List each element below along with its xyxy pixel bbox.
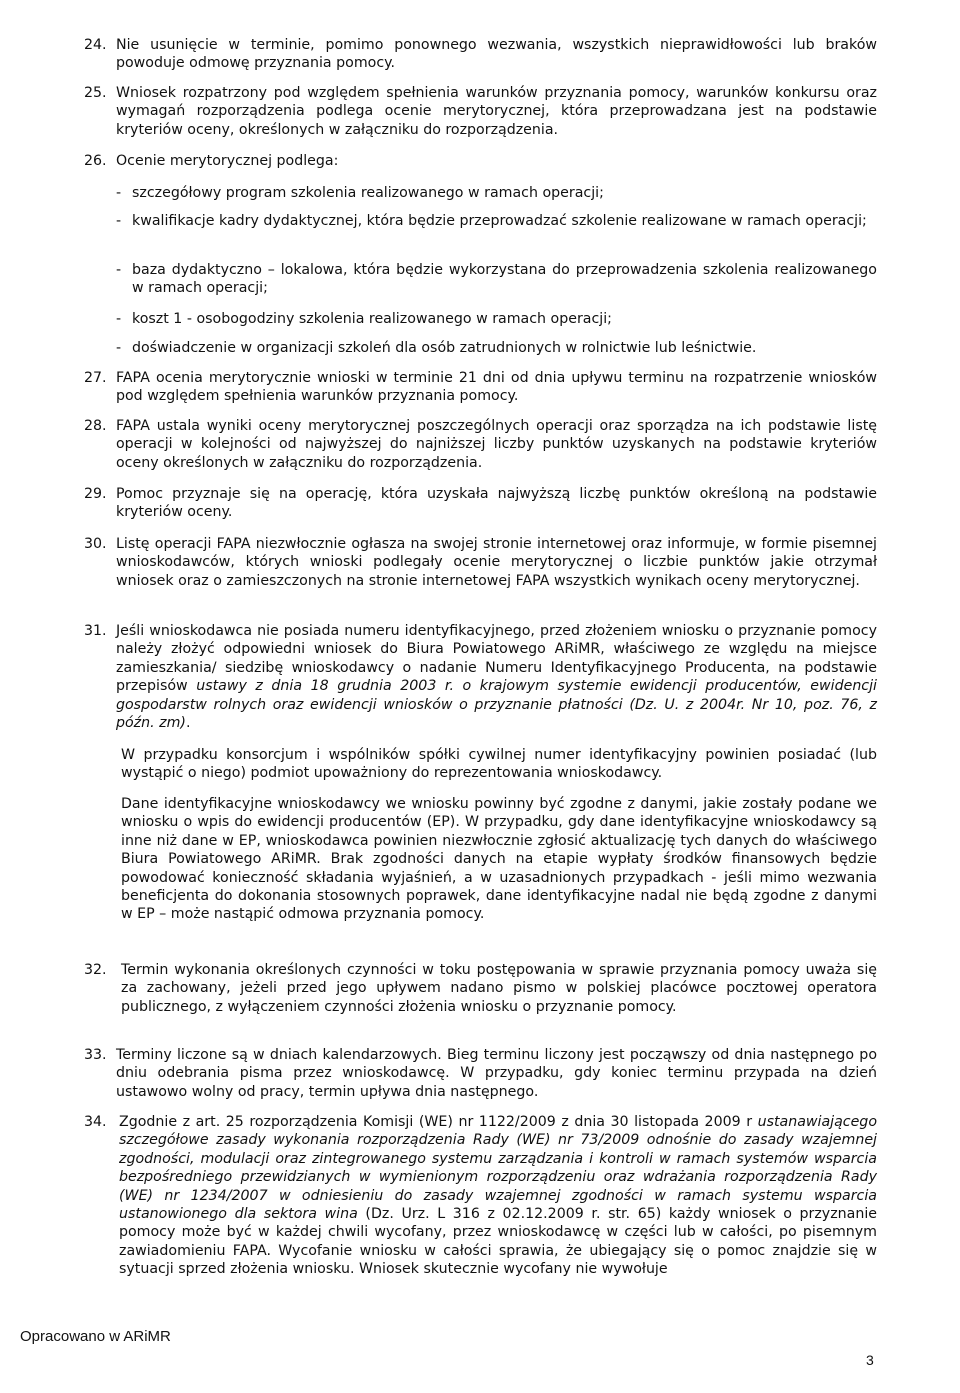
item-number: 27.: [84, 370, 107, 386]
item-text: Ocenie merytorycznej podlega:: [116, 153, 339, 169]
item-26: [84, 152, 877, 170]
item-34: [84, 1113, 877, 1279]
item-text: FAPA ustala wyniki oceny merytorycznej poszczególnych operacji oraz sporządza na ich podstawie listę operacji w kolejności od najwyższej do najniższej liczby punktów uzyskanych na podstawie kryteriów oceny określonych w załączniku do rozporządzenia.: [116, 418, 877, 471]
item-text-plain: Zgodnie z art. 25 rozporządzenia Komisji (WE) nr 1122/2009 z dnia 30 listopada 2009 r: [119, 1114, 758, 1130]
item-text: Nie usunięcie w terminie, pomimo ponownego wezwania, wszystkich nieprawidłowości lub braków powoduje odmowę przyznania pomocy.: [116, 37, 877, 72]
dash: -: [116, 213, 122, 229]
footer-source: Opracowano w ARiMR: [20, 1328, 171, 1345]
criteria-text: baza dydaktyczno – lokalowa, która będzie wykorzystana do przeprowadzenia szkolenia realizowanego w ramach operacji;: [132, 262, 877, 297]
item-text: Terminy liczone są w dniach kalendarzowych. Bieg terminu liczony jest począwszy od dnia następnego po dniu odebrania pisma przez wnioskodawcę. W przypadku, gdy koniec terminu przypada na dzień ustawowo wolny od pracy, termin upływa dnia następnego.: [116, 1047, 877, 1100]
item-text: Listę operacji FAPA niezwłocznie ogłasza na swojej stronie internetowej oraz informuje, w formie pisemnej wnioskodawców, których wnioski podlegały ocenie merytorycznej o liczbie punktów jakie otrzymał wniosek oraz o zamieszczonych na stronie internetowej FAPA wszystkich wynikach oceny merytorycznej.: [116, 536, 877, 589]
item-31: [84, 622, 877, 732]
regulation-citation: ustanawiającego szczegółowe zasady wykonania rozporządzenia Rady (WE) nr 73/2009 odnośnie do zasady wzajemnej zgodności, modulacji oraz zintegrowanego systemu zarządzania i kontroli w ramach systemów wsparcia bezpośredniego przewidzianych w wymienionym rozporządzeniu oraz wdrażania rozporządzenia Rady (WE) nr 1234/2007 w odniesieniu do zasady wzajemnej zgodności w ramach systemu wsparcia ustanowionego dla sektora wina: [119, 1114, 877, 1223]
item-29: [84, 485, 877, 522]
item-number: 31.: [84, 623, 107, 639]
criteria-item-baza: [116, 261, 877, 298]
item-text: [119, 1113, 877, 1279]
item-number: 32.: [84, 962, 107, 978]
criteria-text: doświadczenie w organizacji szkoleń dla osób zatrudnionych w rolnictwie lub leśnictwie.: [132, 340, 757, 356]
item-text-plain: (Dz. Urz. L 316 z 02.12.2009 r. str. 65) każdy wniosek o przyznanie pomocy może być w każdej chwili wycofany, przez wnioskodawcę w części lub w całości, po pisemnym zawiadomieniu FAPA. Wycofanie wniosku w całości sprawia, że ubiegający się o pomoc znajdzie się w sytuacji sprzed złożenia wniosku. Wniosek skutecznie wycofany nie wywołuje: [119, 1206, 877, 1278]
item-number: 25.: [84, 85, 107, 101]
item-number: 34.: [84, 1114, 107, 1130]
item-text: Termin wykonania określonych czynności w toku postępowania w sprawie przyznania pomocy uważa się za zachowany, jeżeli przed jego upływem nadano pismo w polskiej placówce pocztowej operatora publicznego, z wyłączeniem czynności złożenia wniosku o przyznanie pomocy.: [121, 962, 877, 1015]
item-24: [84, 36, 877, 73]
page-number: 3: [866, 1352, 874, 1368]
item-number: 24.: [84, 37, 107, 53]
item-33: [84, 1046, 877, 1101]
criteria-item-doswiadczenie: [116, 339, 877, 357]
item-text-plain: Jeśli wnioskodawca nie posiada numeru identyfikacyjnego, przed złożeniem wniosku o przyznanie pomocy należy złożyć odpowiedni wniosek do Biura Powiatowego ARiMR, właściwego ze względu na miejsce zamieszkania/ siedzibę wnioskodawcy o nadanie Numeru Identyfikacyjnego Producenta, na podstawie przepisów: [116, 623, 877, 695]
item-number: 29.: [84, 486, 107, 502]
criteria-item-kadra: [116, 212, 877, 230]
item-text: [116, 622, 877, 732]
item-number: 28.: [84, 418, 107, 434]
item-27: [84, 369, 877, 406]
item-text: Pomoc przyznaje się na operację, która uzyskała najwyższą liczbę punktów określoną na podstawie kryteriów oceny.: [116, 486, 877, 521]
criteria-item-koszt: [116, 310, 877, 328]
paragraph-consortium: W przypadku konsorcjum i wspólników spółki cywilnej numer identyfikacyjny powinien posiadać (lub wystąpić o niego) podmiot upoważniony do reprezentowania wnioskodawcy.: [121, 747, 877, 782]
criteria-text: kwalifikacje kadry dydaktycznej, która będzie przeprowadzać szkolenie realizowane w ramach operacji;: [132, 213, 867, 229]
item-number: 30.: [84, 536, 107, 552]
criteria-text: koszt 1 - osobogodziny szkolenia realizowanego w ramach operacji;: [132, 311, 612, 327]
item-28: [84, 417, 877, 472]
item-30: [84, 535, 877, 590]
item-number: 26.: [84, 153, 107, 169]
statute-citation: ustawy z dnia 18 grudnia 2003 r. o krajowym systemie ewidencji producentów, ewidencji gospodarstw rolnych oraz ewidencji wniosków o przyznanie płatności (Dz. U. z 2004r. Nr 10, poz. 76, z późn. zm): [116, 678, 877, 732]
item-text: Wniosek rozpatrzony pod względem spełnienia warunków przyznania pomocy, warunków konkursu oraz wymagań rozporządzenia podlega ocenie merytorycznej, która przeprowadzana jest na podstawie kryteriów oceny, określonych w załączniku do rozporządzenia.: [116, 85, 877, 138]
dash: -: [116, 185, 122, 201]
dash: -: [116, 262, 122, 278]
item-text-plain: .: [185, 715, 191, 732]
criteria-text: szczegółowy program szkolenia realizowanego w ramach operacji;: [132, 185, 604, 201]
dash: -: [116, 311, 122, 327]
item-32: [84, 961, 877, 1016]
item-text: FAPA ocenia merytorycznie wnioski w terminie 21 dni od dnia upływu terminu na rozpatrzenie wniosków pod względem spełnienia warunków przyznania pomocy.: [116, 370, 877, 405]
dash: -: [116, 340, 122, 356]
paragraph-identification-data: Dane identyfikacyjne wnioskodawcy we wniosku powinny być zgodne z danymi, jakie zostały podane we wniosku o wpis do ewidencji producentów (EP). W przypadku, gdy dane identyfikacyjne wnioskodawcy są inne niż dane w EP, wnioskodawca powinien niezwłocznie zgłosić aktualizację tych danych do właściwego Biura Powiatowego ARiMR. Brak zgodności danych na etapie wypłaty środków finansowych będzie powodować konieczność składania wyjaśnień, a w uzasadnionych przypadkach - jeśli mimo wezwania beneficjenta do dokonania stosownych poprawek, dane identyfikacyjne nadal nie będą zgodne z danymi w EP – może nastąpić odmowa przyznania pomocy.: [121, 796, 877, 923]
criteria-item-program: [116, 184, 877, 202]
item-number: 33.: [84, 1047, 107, 1063]
item-25: [84, 84, 877, 139]
